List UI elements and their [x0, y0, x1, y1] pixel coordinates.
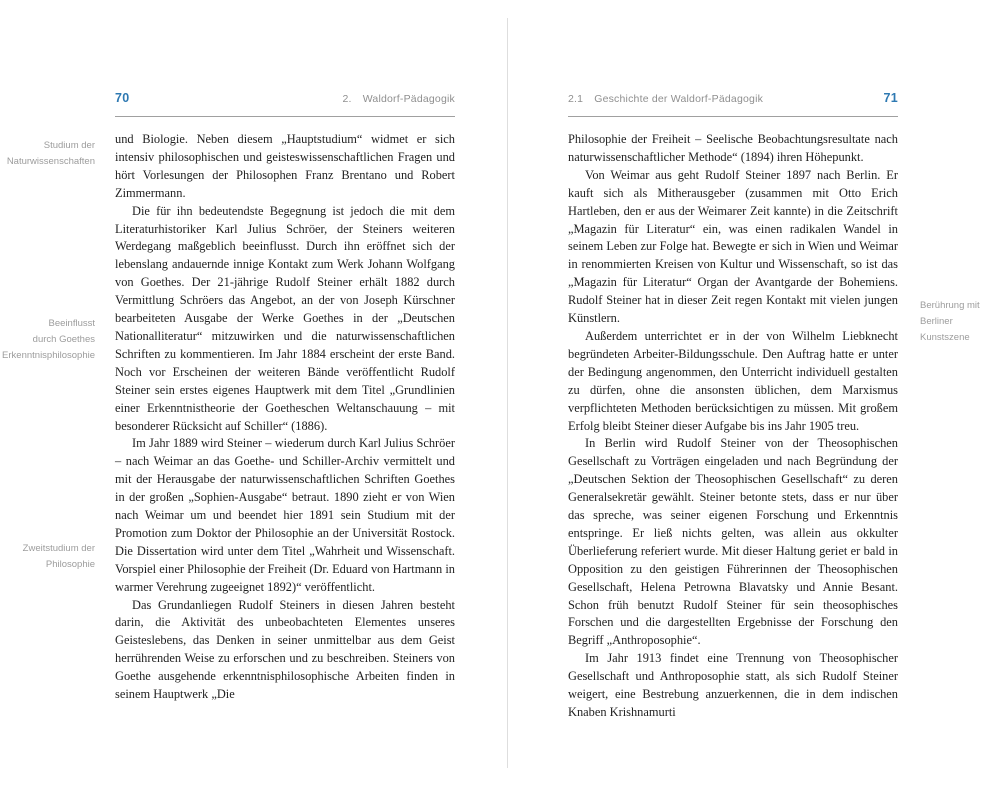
left-section-number: 2. [342, 93, 352, 105]
margin-note-line: Zweitstudium der [22, 543, 95, 554]
left-running-header [343, 93, 455, 105]
paragraph: Von Weimar aus geht Rudolf Steiner 1897 nach Berlin. Er kauft sich als Mitherausgeber (zusammen mit Otto Erich Hartleben, den er aus der Weimarer Zeit kannte) in die Zeitschrift „Magazin für Literatur“ ein, was einen radikalen Wandel in seinem Leben zur Folge hat. Bewegte er sich in Wien und Weimar in renommierten Kreisen von Kultur und Wissenschaft, so ist das „Magazin für Literatur“ Organ der Avantgarde der Bohemiens. Rudolf Steiner hat in dieser Zeit regen Kontakt mit vielen jungen Künstlern. [568, 167, 898, 326]
paragraph: Im Jahr 1889 wird Steiner – wiederum durch Karl Julius Schröer – nach Weimar an das Goethe- und Schiller-Archiv vermittelt und mit der Herausgabe der naturwissenschaftlichen Schriften Goethes in der großen „Sophien-Ausgabe“ betraut. 1890 zieht er von Wien nach Weimar um und beendet hier 1891 sein Studium mit der Promotion zum Doktor der Philosophie an der Universität Rostock. Die Dissertation wird unter dem Titel „Wahrheit und Wissenschaft. Vorspiel einer Philosophie der Freiheit (Dr. Eduard von Hartmann in warmer Verehrung zugeeignet 1892)“ veröffentlicht. [115, 436, 455, 594]
left-header-rule [115, 116, 455, 117]
margin-note-line: Berührung mit [920, 300, 980, 311]
paragraph: Im Jahr 1913 findet eine Trennung von Theosophischer Gesellschaft und Anthroposophie statt, als sich Rudolf Steiner weigert, eine Bestrebung anzuerkennen, die in dem indischen Knaben Krishnamurti [568, 651, 898, 719]
left-page-number: 70 [115, 91, 130, 105]
paragraph: Außerdem unterrichtet er in der von Wilhelm Liebknecht begründeten Arbeiter-Bildungsschule. Den Auftrag hatte er unter der Bedingung angenommen, den Unterricht individuell gestalten zu dürfen, ohne die ansonsten üblichen, dem Marxismus verpflichteten Methoden berücksichtigen zu müssen. Mit großem Erfolg bleibt Steiner dieser Aufgabe bis ins Jahr 1905 treu. [568, 328, 898, 433]
margin-note-line: Studium der [43, 140, 95, 151]
paragraph: In Berlin wird Rudolf Steiner von der Theosophischen Gesellschaft zu Vorträgen eingeladen und nach Begründung der „Deutschen Sektion der Theosophischen Gesellschaft“ zu deren Generalsekretär gewählt. Steiner betonte stets, dass er nur über das spreche, was seiner eigenen Forschung und Erkenntnis entspringe. Er ließ nichts gelten, was allein aus okkulter Überlieferung referiert wurde. Mit dieser Haltung geriet er bald in Opposition zu den geistigen Führerinnen der Theosophischen Gesellschaft, Helena Petrowna Blavatsky und Annie Besant. Schon früh benutzt Rudolf Steiner für sein theosophisches Forschen und die dargestellten Ergebnisse der Forschung den Begriff „Anthroposophie“. [568, 436, 898, 648]
margin-note-line: Berliner Kunstszene [920, 316, 970, 343]
page-gutter-divider [507, 18, 508, 768]
margin-note-line: Erkenntnisphilosophie [2, 350, 95, 361]
right-section-number: 2.1 [568, 93, 584, 105]
margin-note [0, 541, 95, 573]
left-page-body [115, 131, 455, 704]
margin-note-line: Naturwissenschaften [6, 156, 95, 167]
margin-note-line: durch Goethes [32, 334, 95, 345]
right-page-header [568, 91, 898, 105]
margin-note [920, 298, 1000, 346]
margin-note [0, 138, 95, 170]
margin-note [0, 316, 95, 364]
paragraph: und Biologie. Neben diesem „Hauptstudium“ widmet er sich intensiv philosophischen und geisteswissenschaftlichen Fragen und hört Vorlesungen der Philosophen Franz Brentano und Robert Zimmermann. [115, 132, 455, 200]
paragraph: Das Grundanliegen Rudolf Steiners in diesen Jahren besteht darin, die Aktivität des unbeobachteten Elementes unseres Geisteslebens, das Denken in seiner unmittelbar aus dem Geist herrührenden Weise zu erforschen und zu beschreiben. Steiners von Goethe ausgehende erkenntnisphilosophische Arbeiten finden in seinem Hauptwerk „Die [115, 597, 455, 702]
margin-note-line: Beeinflusst [48, 318, 95, 329]
paragraph: Die für ihn bedeutendste Begegnung ist jedoch die mit dem Literaturhistoriker Karl Julius Schröer, der Steiners weiteren Werdegang maßgeblich beeinflusst. Durch ihn eröffnet sich der lebenslang andauernde innige Kontakt zum Werk Johann Wolfgang von Goethes. Der 21-jährige Rudolf Steiner erhält 1882 durch Vermittlung Schröers das Angebot, an der von Joseph Kürschner bearbeiteten Ausgabe der Werke Goethes in der „Deutschen Nationalliteratur“ mitzuwirken und die naturwissenschaftlichen Schriften zu kommentieren. Im Jahr 1884 erscheint der erste Band. Noch vor Erscheinen der weiteren Bände veröffentlicht Rudolf Steiner sein erstes eigenes Hauptwerk mit dem Titel „Grundlinien einer Erkenntnistheorie der Goetheschen Weltanschauung – mit besonderer Rücksicht auf Schiller“ (1886). [115, 203, 455, 433]
margin-note-line: Philosophie [45, 559, 95, 570]
paragraph: Philosophie der Freiheit – Seelische Beobachtungsresultate nach naturwissenschaftlicher Methode“ (1894) ihren Höhepunkt. [568, 132, 898, 164]
right-page-body [568, 131, 898, 722]
right-running-header [568, 93, 763, 105]
left-section-title: Waldorf-Pädagogik [362, 93, 455, 105]
right-section-title: Geschichte der Waldorf-Pädagogik [594, 93, 764, 105]
left-page-header [115, 91, 455, 105]
right-header-rule [568, 116, 898, 117]
right-page-number: 71 [883, 91, 898, 105]
